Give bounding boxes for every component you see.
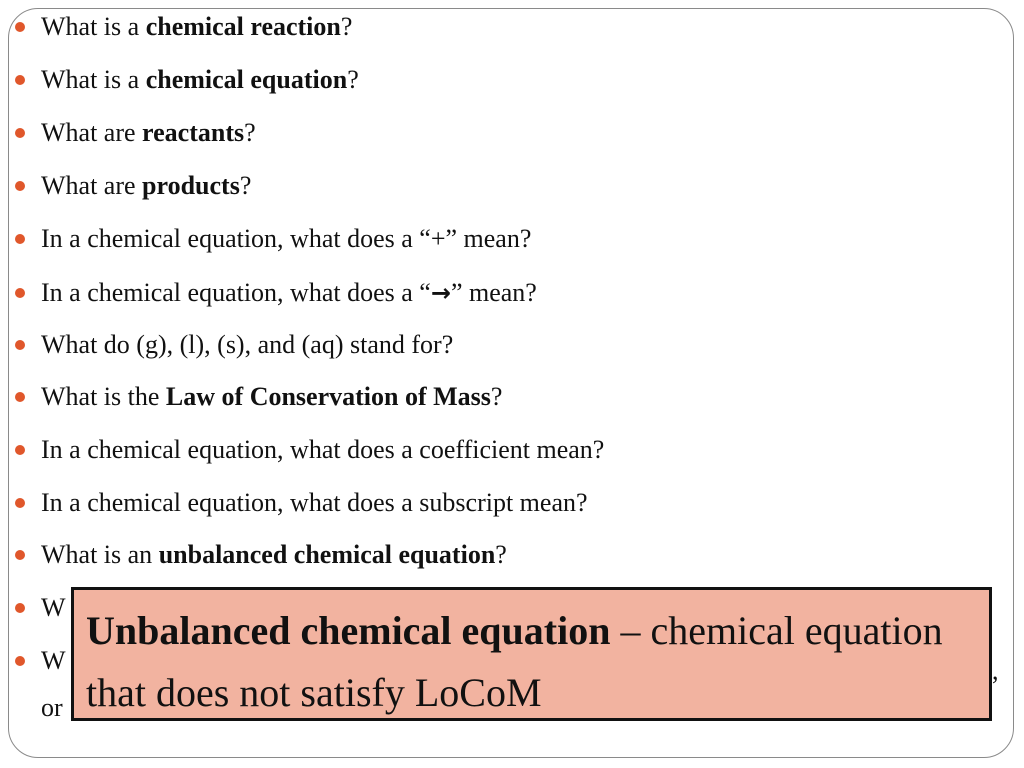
- arrow-icon: →: [430, 279, 451, 307]
- definition-callout: [71, 587, 992, 721]
- list-item: In a chemical equation, what does a “→” mean?: [41, 278, 537, 308]
- callout-term: Unbalanced chemical equation: [86, 608, 611, 653]
- list-item: What are products?: [41, 171, 251, 201]
- hidden-line-end: ,: [992, 656, 999, 685]
- bullet-dot-icon: [15, 234, 25, 244]
- hidden-line-start: or: [41, 693, 63, 722]
- list-item: What is an unbalanced chemical equation?: [41, 540, 507, 570]
- bullet-dot-icon: [15, 392, 25, 402]
- bullet-dot-icon: [15, 340, 25, 350]
- bullet-dot-icon: [15, 603, 25, 613]
- list-item: In a chemical equation, what does a coefficient mean?: [41, 435, 604, 465]
- bullet-dot-icon: [15, 181, 25, 191]
- list-item: What is a chemical reaction?: [41, 12, 352, 42]
- bullet-dot-icon: [15, 656, 25, 666]
- callout-definition: – chemical equation that does not satisfy LoCoM: [86, 608, 943, 715]
- list-item: W: [41, 593, 66, 623]
- list-item: In a chemical equation, what does a “+” mean?: [41, 224, 531, 254]
- bullet-dot-icon: [15, 498, 25, 508]
- list-item: What is a chemical equation?: [41, 65, 359, 95]
- bullet-dot-icon: [15, 128, 25, 138]
- bullet-dot-icon: [15, 288, 25, 298]
- list-item: What is the Law of Conservation of Mass?: [41, 382, 502, 412]
- list-item: What do (g), (l), (s), and (aq) stand for?: [41, 330, 453, 360]
- bullet-dot-icon: [15, 550, 25, 560]
- list-item: W: [41, 646, 66, 676]
- list-item: In a chemical equation, what does a subscript mean?: [41, 488, 588, 518]
- list-item: What are reactants?: [41, 118, 256, 148]
- bullet-dot-icon: [15, 445, 25, 455]
- bullet-dot-icon: [15, 75, 25, 85]
- bullet-dot-icon: [15, 22, 25, 32]
